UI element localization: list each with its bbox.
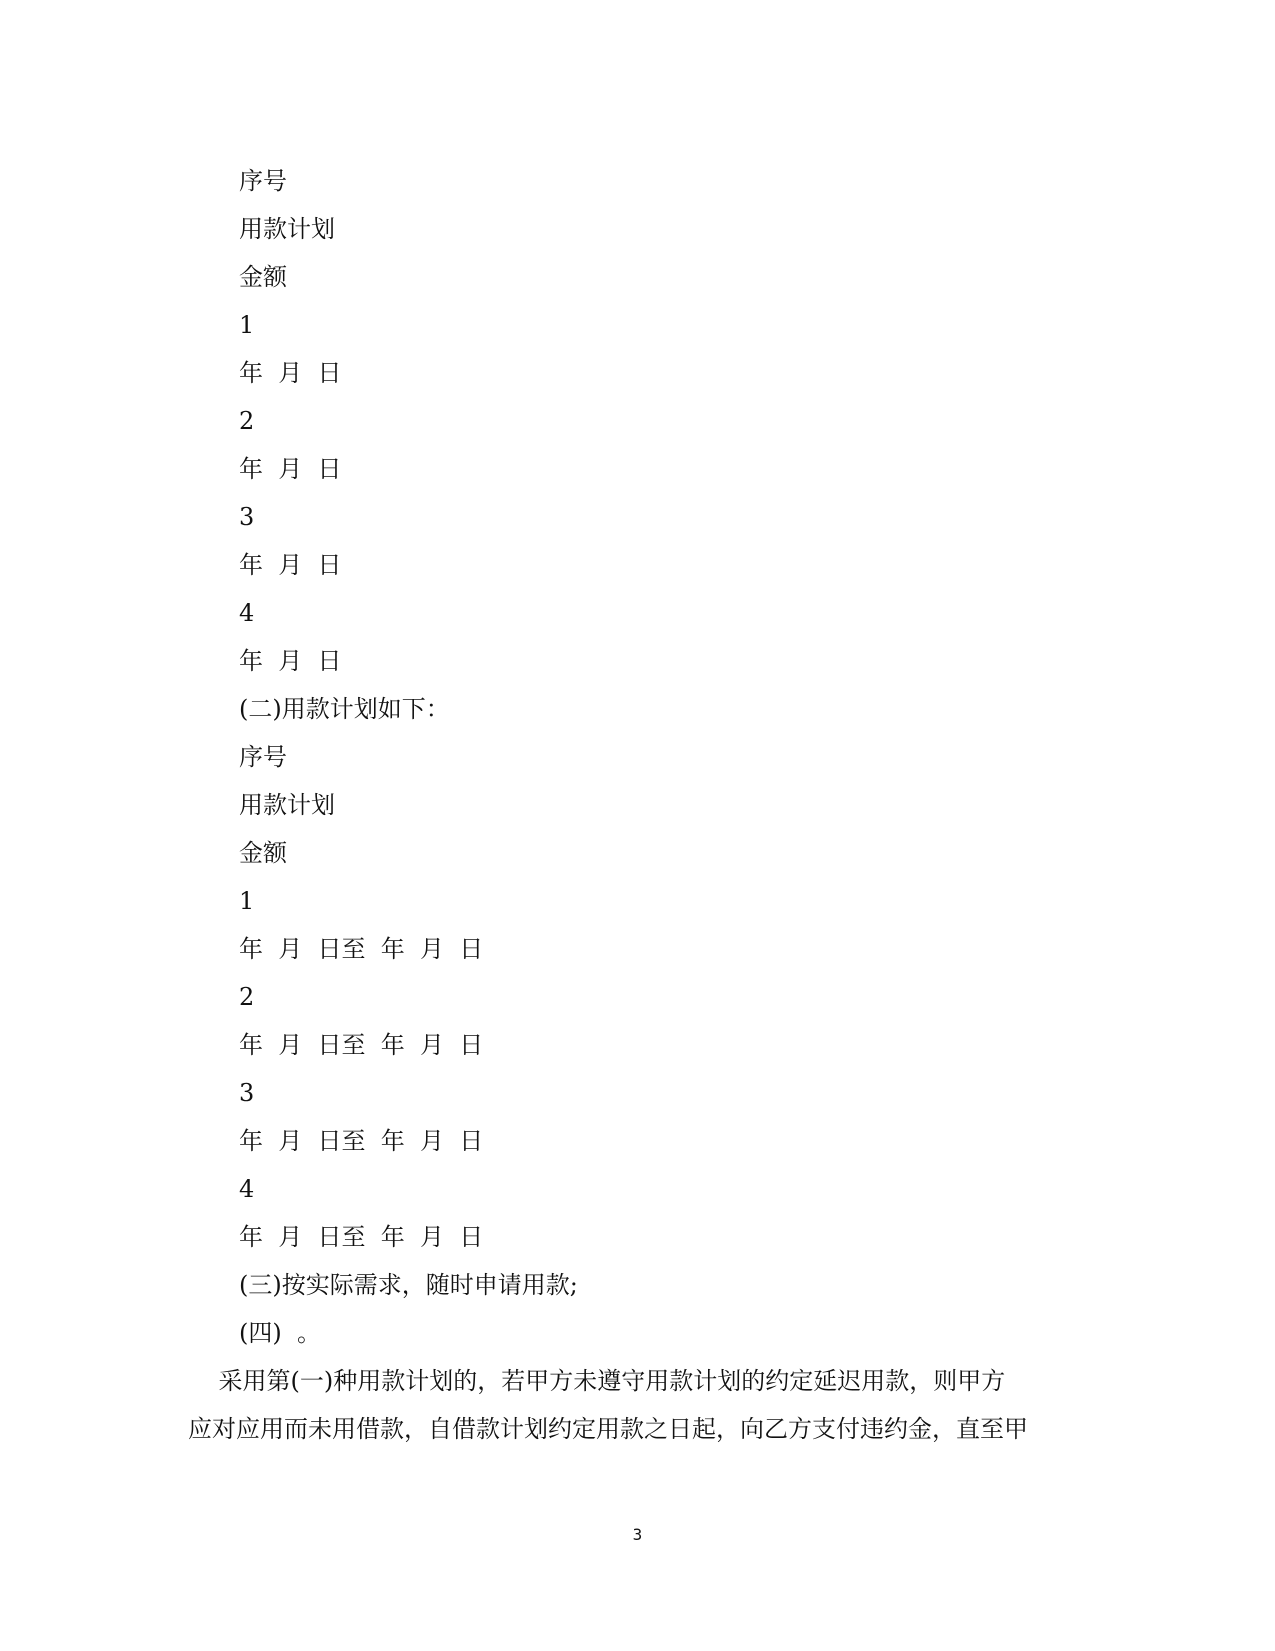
text-line: 年 月 日至 年 月 日 xyxy=(239,1031,484,1059)
text-line: (三)按实际需求，随时申请用款; xyxy=(239,1271,578,1299)
text-line: 4 xyxy=(239,599,255,627)
text-line: 2 xyxy=(239,407,255,435)
paragraph-line: 采用第(一)种用款计划的，若甲方未遵守用款计划的约定延迟用款，则甲方 xyxy=(188,1367,1006,1395)
text-line: 用款计划 xyxy=(239,791,335,819)
text-line: 年 月 日至 年 月 日 xyxy=(239,1223,484,1251)
text-line: (四) 。 xyxy=(239,1319,321,1347)
text-line: 3 xyxy=(239,1079,255,1107)
paragraph-line: 应对应用而未用借款，自借款计划约定用款之日起，向乙方支付违约金，直至甲 xyxy=(188,1415,1028,1443)
text-line: 年 月 日 xyxy=(239,551,342,579)
text-line: 4 xyxy=(239,1175,255,1203)
text-line: 3 xyxy=(239,503,255,531)
text-line: 金额 xyxy=(239,839,287,867)
page-number: 3 xyxy=(632,1525,643,1544)
text-line: 年 月 日 xyxy=(239,647,342,675)
text-line: 年 月 日至 年 月 日 xyxy=(239,1127,484,1155)
text-line: 1 xyxy=(239,887,255,915)
text-line: (二)用款计划如下： xyxy=(239,695,450,723)
text-line: 年 月 日 xyxy=(239,359,342,387)
text-line: 序号 xyxy=(239,743,287,771)
text-line: 用款计划 xyxy=(239,215,335,243)
text-line: 1 xyxy=(239,311,255,339)
text-line: 年 月 日 xyxy=(239,455,342,483)
text-line: 年 月 日至 年 月 日 xyxy=(239,935,484,963)
text-line: 金额 xyxy=(239,263,287,291)
text-line: 2 xyxy=(239,983,255,1011)
text-line: 序号 xyxy=(239,167,287,195)
